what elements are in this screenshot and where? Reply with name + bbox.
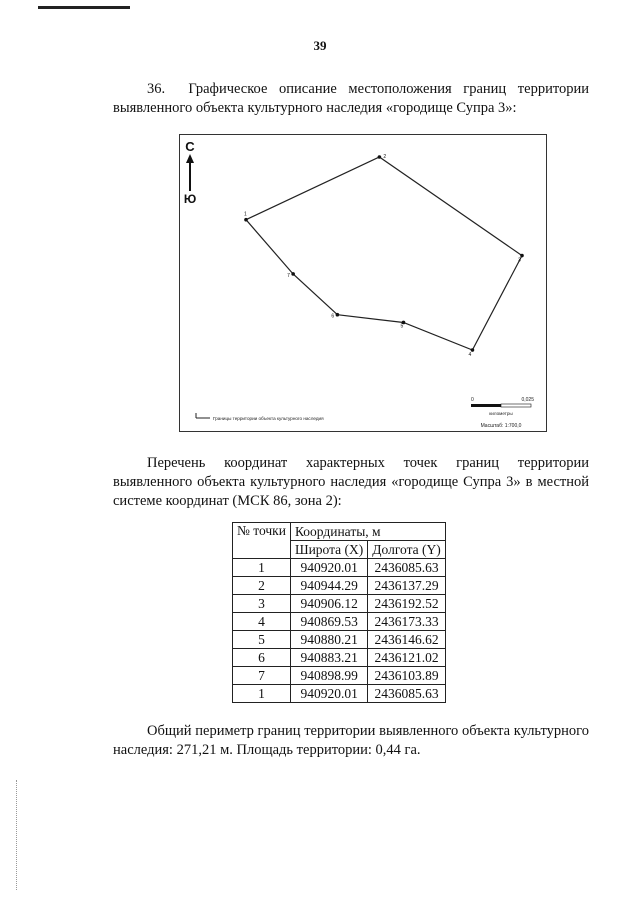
cell-lon: 2436103.89 [368, 667, 445, 685]
scan-margin-marks [16, 780, 19, 890]
cell-lat: 940920.01 [290, 685, 367, 703]
scale-bar-half [501, 404, 531, 407]
south-label: Ю [183, 192, 197, 206]
cell-lat: 940869.53 [290, 613, 367, 631]
cell-lon: 2436146.62 [368, 631, 445, 649]
col-point-header: № точки [233, 523, 291, 559]
scale-ratio: Масштаб: 1:700,0 [480, 423, 522, 429]
boundary-points [244, 154, 524, 358]
table-row [233, 631, 446, 649]
boundary-point-2 [378, 155, 382, 159]
cell-lon: 2436121.02 [368, 649, 445, 667]
boundary-point-6 [336, 313, 340, 317]
cell-lon: 2436173.33 [368, 613, 445, 631]
section-heading [113, 80, 589, 118]
scale-unit: километры [489, 411, 513, 416]
cell-lat: 940906.12 [290, 595, 367, 613]
boundary-polygon [246, 157, 522, 350]
boundary-point-label: 7 [287, 272, 290, 279]
cell-lat: 940944.29 [290, 577, 367, 595]
col-coords-header: Координаты, м [290, 523, 445, 541]
coords-intro: Перечень координат характерных точек границ территории выявленного объекта культурного наследия «городище Супра 3» в местной системе координат (МСК 86, зона 2): [113, 455, 589, 509]
cell-point: 1 [233, 559, 291, 577]
cell-point: 2 [233, 577, 291, 595]
cell-lat: 940898.99 [290, 667, 367, 685]
cell-point: 3 [233, 595, 291, 613]
top-rule [38, 6, 130, 9]
cell-lon: 2436192.52 [368, 595, 445, 613]
table-row [233, 559, 446, 577]
table-row [233, 667, 446, 685]
cell-point: 7 [233, 667, 291, 685]
boundary-point-label: 3 [518, 257, 521, 264]
table-row [233, 649, 446, 667]
cell-point: 4 [233, 613, 291, 631]
page-number: 39 [313, 38, 327, 53]
north-arrowhead-icon [186, 154, 194, 163]
table-row [233, 577, 446, 595]
cell-lon: 2436085.63 [368, 559, 445, 577]
cell-point: 6 [233, 649, 291, 667]
boundary-point-label: 1 [244, 211, 247, 218]
boundary-point-label: 5 [400, 323, 404, 330]
boundary-point-1 [244, 218, 248, 222]
boundary-map-svg [180, 135, 546, 431]
section-number: 36. [147, 81, 166, 97]
cell-point: 5 [233, 631, 291, 649]
boundary-point-label: 2 [383, 154, 387, 160]
header-row-1 [233, 523, 446, 541]
col-lon-header: Долгота (Y) [368, 541, 445, 559]
cell-lat: 940920.01 [290, 559, 367, 577]
table-row [233, 595, 446, 613]
cell-lon: 2436137.29 [368, 577, 445, 595]
cell-lat: 940883.21 [290, 649, 367, 667]
section-heading-text: Графическое описание местоположения границ территории выявленного объекта культурного наследия «городище Супра 3»: [113, 81, 590, 116]
north-label: С [185, 139, 195, 154]
cell-point: 1 [233, 685, 291, 703]
cell-lat: 940880.21 [290, 631, 367, 649]
scale-zero: 0 [471, 397, 474, 403]
coords-table [232, 522, 446, 703]
boundary-point-label: 4 [468, 352, 472, 359]
summary-text: Общий периметр границ территории выявленного объекта культурного наследия: 271,21 м. Площадь территории: 0,44 га. [113, 723, 589, 758]
table-row [233, 685, 446, 703]
scale-max: 0,025 [521, 397, 534, 403]
col-lat-header: Широта (X) [290, 541, 367, 559]
table-row [233, 613, 446, 631]
boundary-map [179, 134, 547, 432]
boundary-point-7 [291, 272, 295, 276]
cell-lon: 2436085.63 [368, 685, 445, 703]
legend-text: Границы территории объекта культурного наследия [213, 416, 324, 421]
boundary-point-label: 6 [331, 313, 335, 320]
